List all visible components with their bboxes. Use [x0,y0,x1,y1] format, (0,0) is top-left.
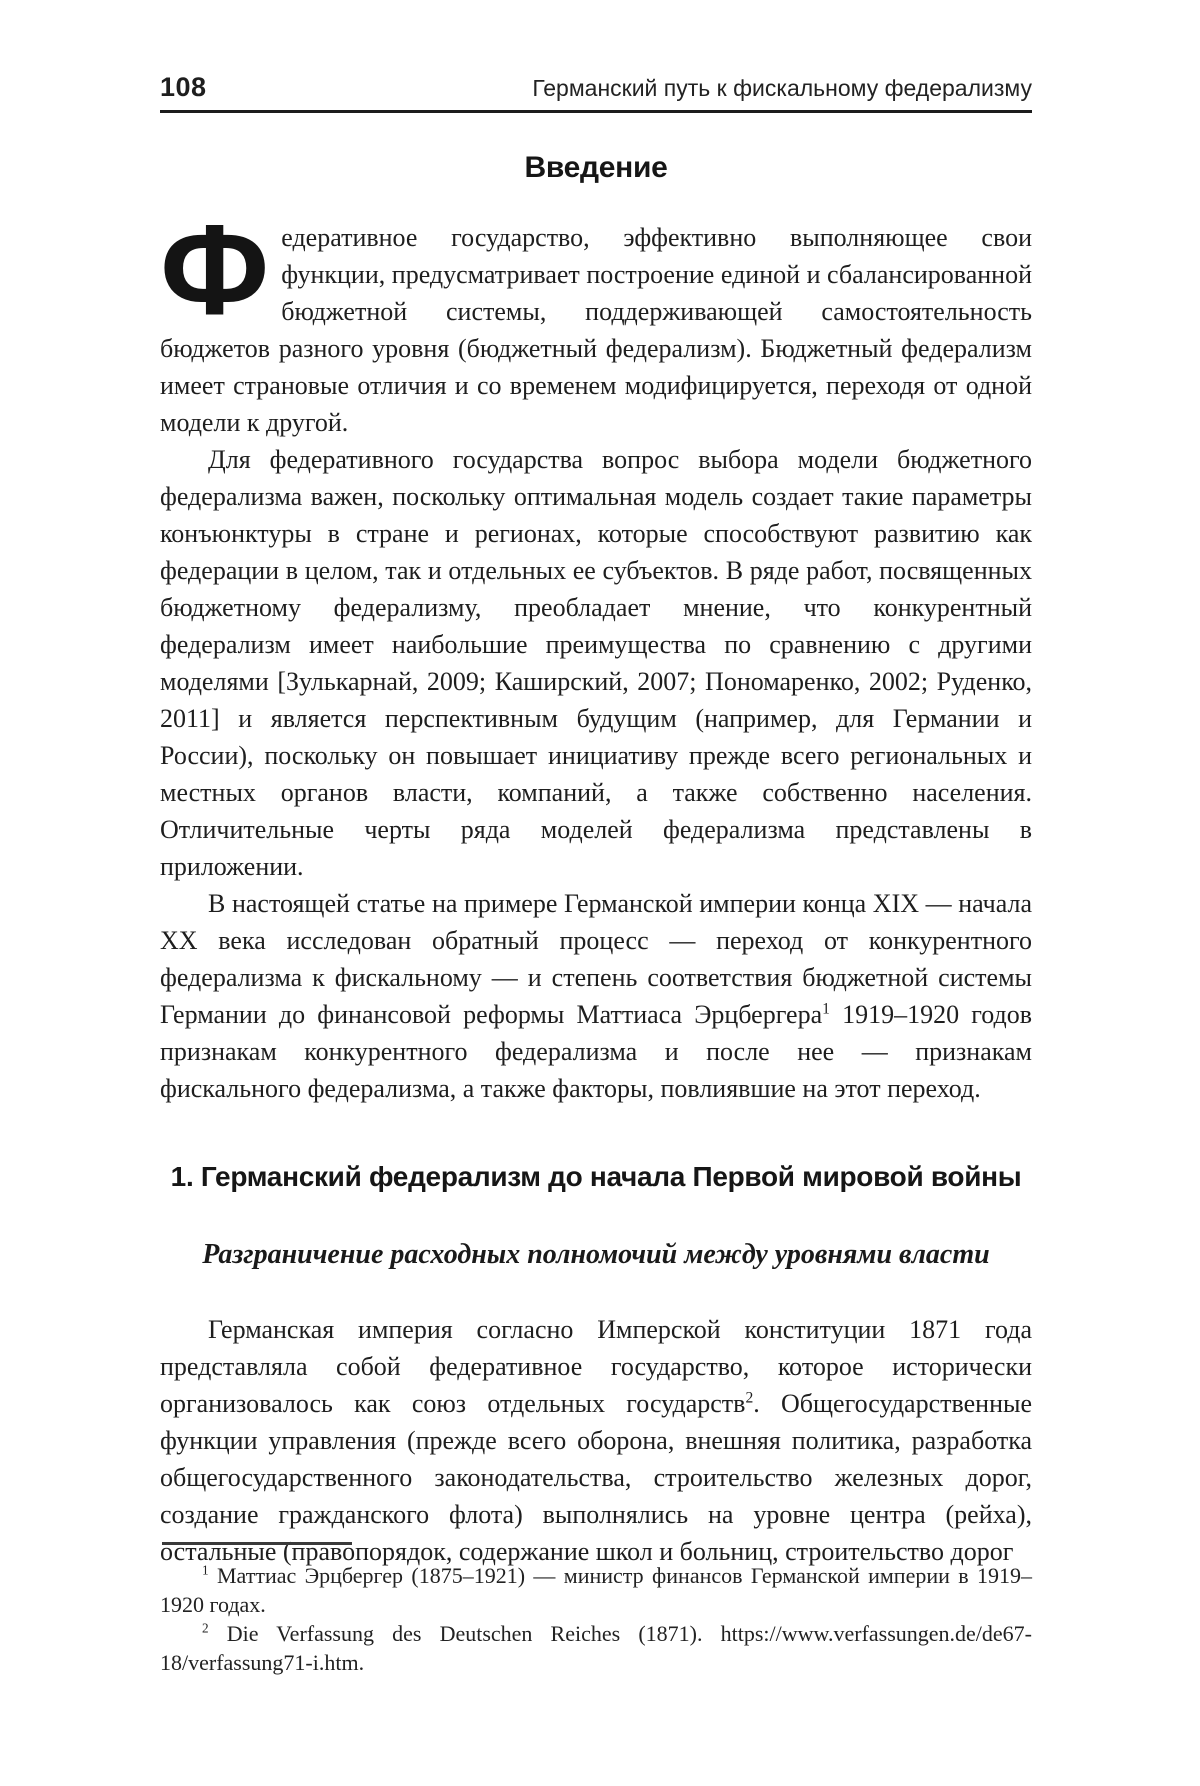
drop-cap-letter: Ф [160,199,270,342]
intro-paragraph-3-text-continued: 1919–1920 годов признакам конкурентного федерализма и после нее — признакам фискального федерализма, а также факторы, повлиявшие на этот переход. [160,1000,1032,1103]
running-header [160,72,1032,103]
section-1-paragraph-1 [160,1311,1032,1570]
running-title: Германский путь к фискальному федерализму [532,75,1032,101]
footnote-1 [160,1561,1032,1619]
footnote-reference-1: 1 [822,1000,830,1018]
page-number: 108 [160,72,207,102]
intro-paragraph-3-text: В настоящей статье на примере Германской империи конца XIX — начала XX века исследован обратный процесс — переход от конкурентного федерализма к фискальному — и степень соответствия бюджетной системы Германии до финансовой реформы Маттиаса Эрцбергера [160,889,1032,1029]
subsection-heading: Разграничение расходных полномочий между уровнями власти [202,1239,990,1270]
header-rule [160,110,1032,113]
footnote-rule [162,1542,352,1545]
section-1-heading: 1. Германский федерализм до начала Первой мировой войны [170,1161,1022,1192]
intro-paragraph-3 [160,885,1032,1107]
section-1-paragraph-1-text-continued: . Общегосударственные функции управления (прежде всего оборона, внешняя политика, разработка общегосударственного законодательства, строительство железных дорог, создание гражданского флота) выполнялись на уровне центра (рейха), остальные (правопорядок, содержание школ и больниц, строительство дорог [160,1389,1032,1566]
footnote-1-text: Маттиас Эрцбергер (1875–1921) — министр финансов Германской империи в 1919–1920 годах. [160,1563,1032,1617]
footnote-reference-2: 2 [745,1389,754,1407]
footnote-2-marker: 2 [202,1620,209,1636]
intro-paragraph-1 [160,199,1032,441]
introduction-heading: Введение [524,151,668,184]
intro-paragraph-2: Для федеративного государства вопрос выбора модели бюджетного федерализма важен, поскольку оптимальная модель создает такие параметры конъюнктуры в стране и регионах, которые способствуют развитию как федерации в целом, так и отдельных ее субъектов. В ряде работ, посвященных бюджетному федерализму, преобладает мнение, что конкурентный федерализм имеет наибольшие преимущества по сравнению с другими моделями [Зулькарнай, 2009; Каширский, 2007; Пономаренко, 2002; Руденко, 2011] и является перспективным будущим (например, для Германии и России), поскольку он повышает инициативу прежде всего региональных и местных органов власти, компаний, а также собственно населения. Отличительные черты ряда моделей федерализма представлены в приложении. [160,445,1032,881]
footnote-1-marker: 1 [202,1562,209,1578]
footnote-2 [160,1619,1032,1677]
section-1-paragraph-1-text: Германская империя согласно Имперской конституции 1871 года представляла собой федеративное государство, которое исторически организовалось как союз отдельных государств [160,1315,1032,1418]
footnote-2-text: Die Verfassung des Deutschen Reiches (1871). https://www.verfassungen.de/de67-18/verfassung71-i.htm. [160,1621,1033,1675]
footnotes-section [160,1542,1032,1677]
intro-paragraph-1-text: едеративное государство, эффективно выполняющее свои функции, предусматривает построение единой и сбалансированной бюджетной системы, поддерживающей самостоятельность бюджетов разного уровня (бюджетный федерализм). Бюджетный федерализм имеет страновые отличия и со временем модифицируется, переходя от одной модели к другой. [160,223,1032,437]
